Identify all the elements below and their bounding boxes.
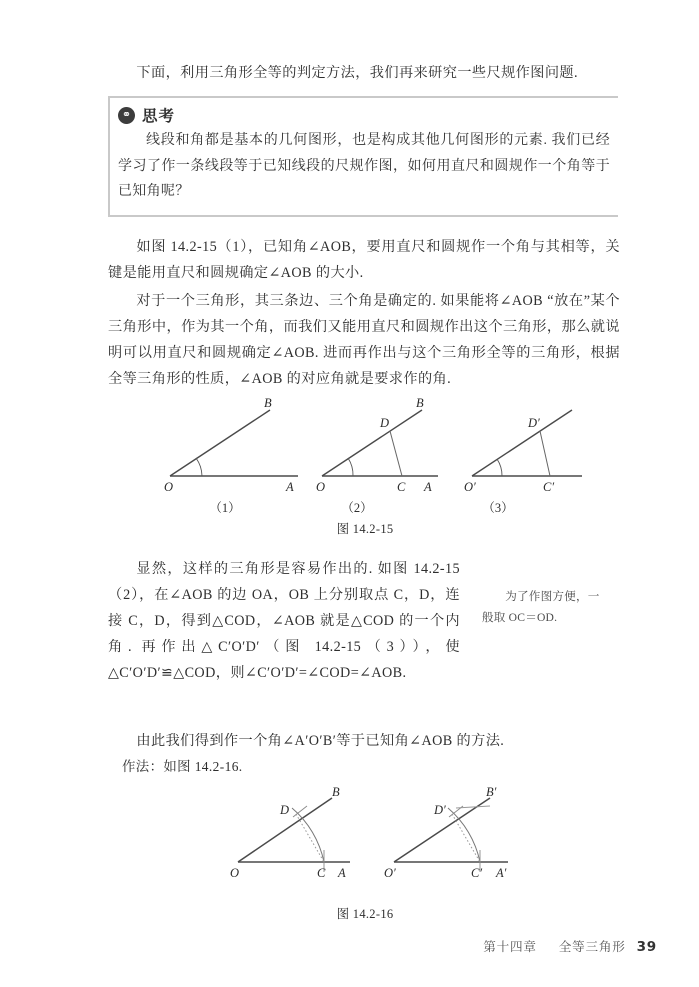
paragraph-3: 显然，这样的三角形是容易作出的. 如图 14.2-15（2），在∠AOB 的边 OA，OB 上分别取点 C，D，连接 C，D，得到△COD，∠AOB 就是△COD 的一个内角. 再作出△C′O′D′（图 14.2-15（3）），使△C′O′D′≌△COD，则∠C′O′D′=∠COD=∠AOB. <box>108 561 460 681</box>
svg-text:O: O <box>230 866 240 880</box>
svg-text:B′: B′ <box>486 785 497 799</box>
figure-sublabel-2: （2） <box>341 501 373 515</box>
figure-14-2-15 <box>150 398 600 503</box>
svg-text:D′: D′ <box>434 803 446 817</box>
think-title: 思考 <box>142 107 176 125</box>
figure-sublabel-3: （3） <box>482 501 514 515</box>
footer-chapter: 第十四章 <box>483 940 537 954</box>
svg-text:D′: D′ <box>528 416 540 430</box>
svg-text:C: C <box>397 480 406 494</box>
page-number: 39 <box>636 939 657 955</box>
svg-text:C′: C′ <box>471 866 483 880</box>
think-body-text: 线段和角都是基本的几何图形，也是构成其他几何图形的元素. 我们已经学习了作一条线段等于已知线段的尺规作图，如何用直尺和圆规作一个角等于已知角呢？ <box>118 133 610 199</box>
svg-text:B: B <box>264 398 272 410</box>
figure-panel-3 <box>464 410 582 494</box>
svg-text:O′: O′ <box>384 866 396 880</box>
svg-text:C: C <box>317 866 326 880</box>
svg-text:B: B <box>332 785 340 799</box>
svg-text:B: B <box>416 398 424 410</box>
svg-text:O: O <box>164 480 174 494</box>
figure-sublabel-1: （1） <box>209 501 241 515</box>
intro-paragraph: 下面，利用三角形全等的判定方法，我们再来研究一些尺规作图问题. <box>136 65 578 81</box>
svg-text:A′: A′ <box>496 866 507 880</box>
paragraph-5: 作法：如图 14.2-16. <box>122 759 243 774</box>
lightbulb-icon: ⚭ <box>118 107 135 124</box>
svg-text:A: A <box>424 480 432 494</box>
page-footer <box>0 936 699 955</box>
think-header <box>118 104 614 126</box>
paragraph-2: 对于一个三角形，其三条边、三个角是确定的. 如果能将∠AOB “放在”某个三角形中，作为其一个角，而我们又能用直尺和圆规作出这个三角形，那么就说明可以用直尺和圆规确定∠AOB. 进而再作出与这个三角形全等的三角形，根据全等三角形的性质，∠AOB 的对应角就是要求作的角. <box>108 293 620 387</box>
figure-panel-2 <box>316 398 438 494</box>
figure-16-panel-right <box>384 785 508 880</box>
svg-text:A: A <box>286 480 294 494</box>
think-callout <box>108 96 618 217</box>
figure-caption-14-2-15: 图 14.2-15 <box>336 522 394 536</box>
footer-title: 全等三角形 <box>558 940 626 954</box>
paragraph-1: 如图 14.2-15（1），已知角∠AOB，要用直尺和圆规作一个角与其相等，关键是能用直尺和圆规确定∠AOB 的大小. <box>108 239 620 281</box>
margin-note: 为了作图方便，一般取 OC＝OD. <box>482 590 600 624</box>
figure-16-panel-left <box>230 785 350 880</box>
figure-panel-1 <box>164 398 298 494</box>
svg-text:D: D <box>380 416 390 430</box>
figure-caption-14-2-16: 图 14.2-16 <box>336 907 394 921</box>
svg-text:A: A <box>338 866 346 880</box>
svg-text:O: O <box>316 480 326 494</box>
paragraph-4: 由此我们得到作一个角∠A′O′B′等于已知角∠AOB 的方法. <box>136 733 505 749</box>
figure-14-2-16 <box>228 784 548 889</box>
svg-text:C′: C′ <box>543 480 555 494</box>
svg-text:D: D <box>280 803 290 817</box>
svg-text:O′: O′ <box>464 480 476 494</box>
